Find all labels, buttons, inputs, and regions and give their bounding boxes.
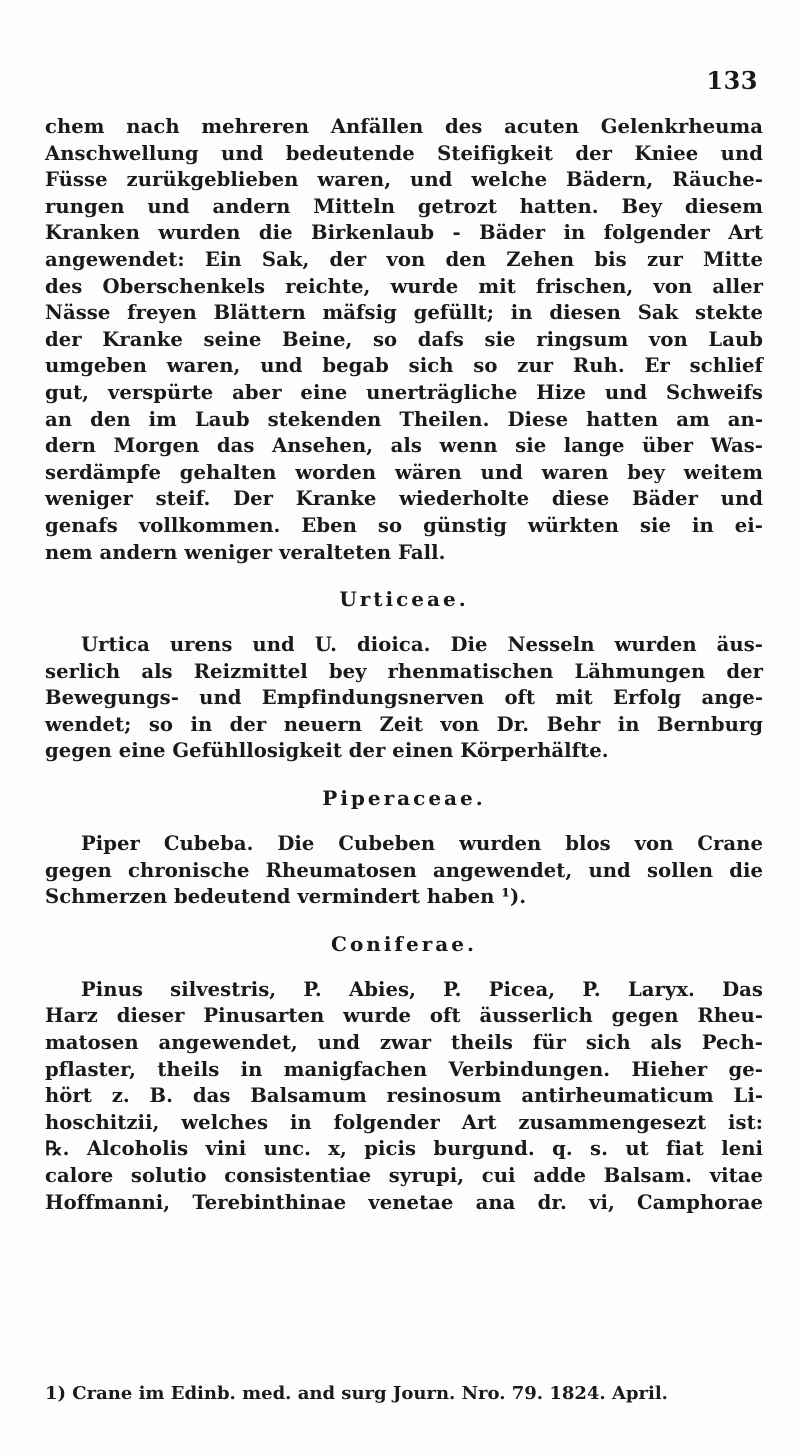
text-line: gegen chronische Rheumatosen angewendet, und sollen die — [45, 858, 763, 882]
text-line: Harz dieser Pinusarten wurde oft äusserlich gegen Rheu- — [45, 1004, 763, 1028]
text-line: gut, verspürte aber eine unerträgliche Hize und Schweifs — [45, 380, 763, 404]
text-line: hört z. B. das Balsamum resinosum antirheumaticum Li- — [45, 1084, 763, 1108]
text-line-last: gegen eine Gefühllosigkeit der einen Körperhälfte. — [45, 739, 609, 763]
paragraph-gelenkrheuma — [45, 114, 763, 566]
paragraph-piper — [45, 831, 763, 911]
text-line: des Oberschenkels reichte, wurde mit frischen, von aller — [45, 274, 763, 298]
text-line-first: Pinus silvestris, P. Abies, P. Picea, P. Laryx. Das — [81, 977, 763, 1001]
text-line: genafs vollkommen. Eben so günstig würkten sie in ei- — [45, 513, 763, 537]
text-line: dern Morgen das Ansehen, als wenn sie lange über Was- — [45, 434, 763, 458]
text-line-first: Piper Cubeba. Die Cubeben wurden blos von Crane — [81, 832, 763, 856]
text-line: Kranken wurden die Birkenlaub - Bäder in folgender Art — [45, 221, 763, 245]
text-line: Nässe freyen Blättern mäfsig gefüllt; in diesen Sak stekte — [45, 301, 763, 325]
paragraph-urtica — [45, 632, 763, 765]
text-line: der Kranke seine Beine, so dafs sie ringsum von Laub — [45, 327, 763, 351]
text-line: Anschwellung und bedeutende Steifigkeit der Kniee und — [45, 141, 763, 165]
page-number: 133 — [706, 66, 758, 95]
text-line-last: nem andern weniger veralteten Fall. — [45, 540, 446, 564]
text-line: rungen und andern Mitteln getrozt hatten. Bey diesem — [45, 194, 763, 218]
text-line: hoschitzii, welches in folgender Art zusammengesezt ist: — [45, 1110, 763, 1134]
text-line: angewendet: Ein Sak, der von den Zehen bis zur Mitte — [45, 247, 763, 271]
text-line: Füsse zurükgeblieben waren, und welche Bädern, Räuche- — [45, 168, 763, 192]
text-line: an den im Laub stekenden Theilen. Diese hatten am an- — [45, 407, 763, 431]
paragraph-pinus — [45, 977, 763, 1216]
text-line: calore solutio consistentiae syrupi, cui adde Balsam. vitae — [45, 1164, 763, 1187]
text-line: umgeben waren, und begab sich so zur Ruh. Er schlief — [45, 354, 763, 378]
text-line: pflaster, theils in manigfachen Verbindungen. Hieher ge- — [45, 1057, 763, 1081]
text-line: Hoffmanni, Terebinthinae venetae ana dr. vi, Camphorae — [45, 1190, 763, 1214]
text-line: chem nach mehreren Anfällen des acuten Gelenkrheuma — [45, 115, 763, 138]
text-line: Bewegungs- und Empfindungsnerven oft mit Erfolg ange- — [45, 686, 763, 710]
text-line: matosen angewendet, und zwar theils für sich als Pech- — [45, 1031, 763, 1055]
text-line-first: Urtica urens und U. dioica. Die Nesseln wurden äus- — [81, 633, 763, 657]
section-heading-urticeae: Urticeae. — [339, 587, 469, 612]
section-heading-piperaceae: Piperaceae. — [322, 786, 486, 811]
text-line: wendet; so in der neuern Zeit von Dr. Behr in Bernburg — [45, 712, 763, 736]
section-heading-coniferae: Coniferae. — [331, 931, 477, 956]
body-text — [45, 114, 763, 1216]
text-line: serdämpfe gehalten worden wären und waren bey weitem — [45, 460, 763, 484]
text-line: weniger steif. Der Kranke wiederholte diese Bäder und — [45, 487, 763, 511]
text-line-last: Schmerzen bedeutend vermindert haben ¹). — [45, 885, 527, 909]
footnote: 1) Crane im Edinb. med. and surg Journ. Nro. 79. 1824. April. — [45, 1383, 668, 1404]
text-line: serlich als Reizmittel bey rhenmatischen Lähmungen der — [45, 659, 763, 683]
text-line: ℞. Alcoholis vini unc. x, picis burgund. q. s. ut fiat leni — [45, 1137, 763, 1161]
